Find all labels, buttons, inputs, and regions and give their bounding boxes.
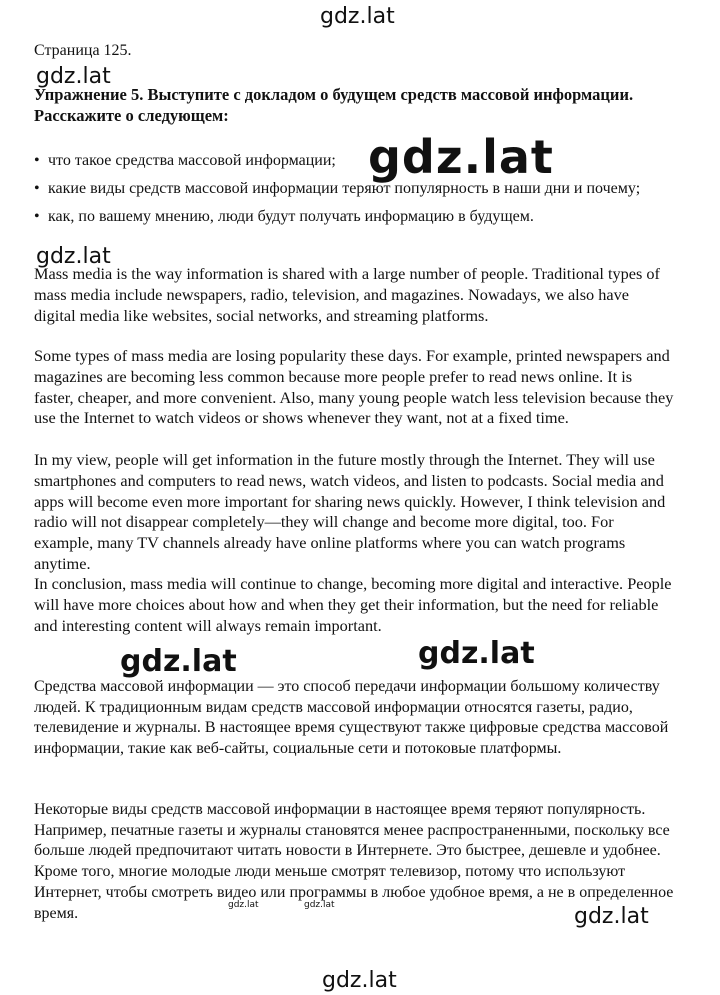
watermark-center-large: gdz.lat (368, 130, 554, 184)
watermark-left-1: gdz.lat (36, 64, 111, 89)
watermark-mid-left: gdz.lat (120, 644, 237, 679)
russian-paragraph: Средства массовой информации — это способ передачи информации большому количеству людей. К традиционным видам средств массовой информации относятся газеты, радио, телевидение и журналы. В настоящее время существуют также цифровые средства массовой информации, такие как веб-сайты, социальные сети и потоковые платформы. (34, 678, 669, 758)
watermark-top: gdz.lat (320, 4, 395, 29)
english-paragraph: Mass media is the way information is shared with a large number of people. Traditional types of mass media include newspapers, radio, television, and magazines. Nowadays, we also have digital media like websites, social networks, and streaming platforms. (34, 264, 660, 325)
bullet-item: • что такое средства массовой информации; (34, 150, 694, 171)
bullet-item: • как, по вашему мнению, люди будут получать информацию в будущем. (34, 206, 694, 227)
page-label: Страница 125. (34, 42, 132, 59)
english-paragraph: In my view, people will get information in the future mostly through the Internet. They will use smartphones and computers to read news, watch videos, and listen to podcasts. Social media and apps will become even more important for sharing news quickly. However, I think television and radio will not disappear completely—they will change and become more digital, too. For example, many TV channels already have online platforms where you can watch programs anytime. (34, 450, 666, 573)
watermark-bottom: gdz.lat (322, 968, 397, 993)
watermark-mid-right: gdz.lat (418, 636, 535, 671)
english-paragraph: Some types of mass media are losing popularity these days. For example, printed newspapers and magazines are becoming less common because more people prefer to read news online. It is faster, cheaper, and more convenient. Also, many young people watch less television because they use the Internet to watch videos or shows whenever they want, not at a fixed time. (34, 346, 674, 428)
watermark-tiny-1: gdz.lat (228, 900, 259, 910)
watermark-left-2: gdz.lat (36, 244, 111, 269)
exercise-title: Упражнение 5. Выступите с докладом о будущем средств массовой информации. Расскажите о следующем: (34, 85, 634, 125)
bullet-item: • какие виды средств массовой информации теряют популярность в наши дни и почему; (34, 178, 694, 199)
watermark-tiny-2: gdz.lat (304, 900, 335, 910)
russian-paragraph: Некоторые виды средств массовой информации в настоящее время теряют популярность. Например, печатные газеты и журналы становятся менее распространенными, поскольку все больше людей предпочитают читать новости в Интернете. Это быстрее, дешевле и удобнее. Кроме того, многие молодые люди меньше смотрят телевизор, потому что используют Интернет, чтобы смотреть видео или программы в любое удобное время, а не в определенное время. (34, 801, 674, 922)
english-paragraph: In conclusion, mass media will continue to change, becoming more digital and interactive. People will have more choices about how and when they get their information, but the need for reliable and interesting content will always remain important. (34, 574, 672, 635)
bullet-list (34, 150, 694, 234)
watermark-bottom-right: gdz.lat (574, 904, 649, 929)
